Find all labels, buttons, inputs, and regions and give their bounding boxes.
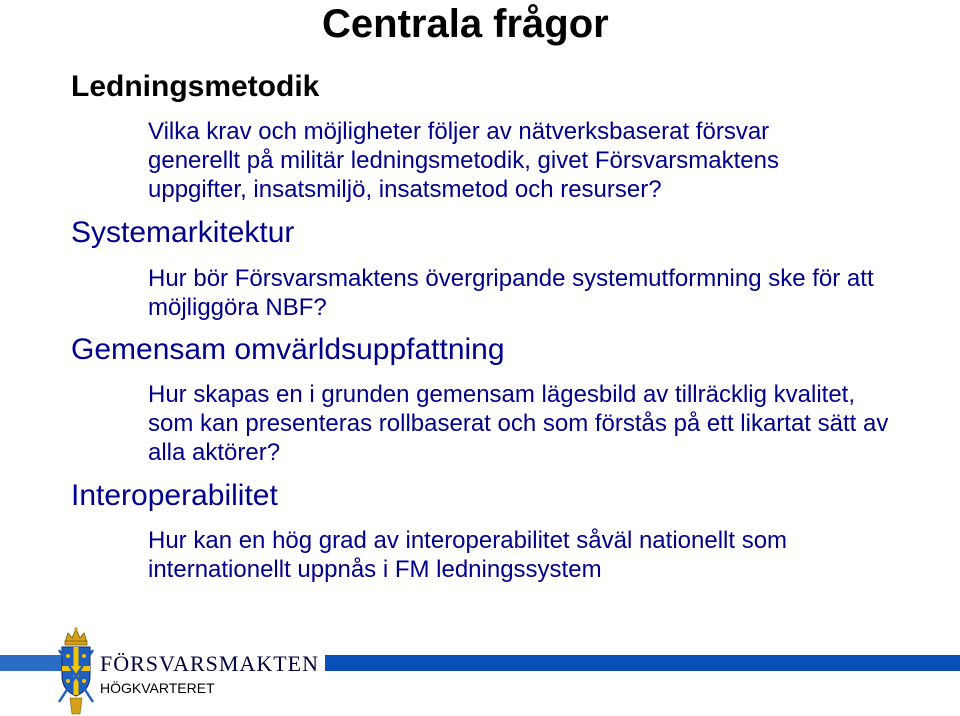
- body-line: uppgifter, insatsmiljö, insatsmetod och resurser?: [148, 176, 662, 203]
- swedish-armed-forces-crest-icon: [56, 626, 96, 716]
- body-line: Vilka krav och möjligheter följer av nätverksbaserat försvar: [148, 118, 770, 145]
- body-gemensam-omvarldsuppfattning: [148, 380, 888, 467]
- heading-ledningsmetodik: Ledningsmetodik: [71, 70, 320, 103]
- body-line: möjliggöra NBF?: [148, 294, 327, 321]
- heading-gemensam-omvarldsuppfattning: Gemensam omvärldsuppfattning: [71, 333, 505, 366]
- slide-title: Centrala frågor: [322, 2, 609, 46]
- body-line: Hur bör Försvarsmaktens övergripande systemutformning ske för att: [148, 265, 874, 292]
- body-line: generellt på militär ledningsmetodik, givet Försvarsmaktens: [148, 147, 779, 174]
- body-systemarkitektur: [148, 264, 874, 322]
- body-interoperabilitet: [148, 526, 787, 584]
- footer-subtitle: HÖGKVARTERET: [100, 680, 215, 696]
- footer-band-right: [310, 655, 960, 671]
- footer-brand: FÖRSVARSMAKTEN: [98, 654, 325, 674]
- body-line: internationellt uppnås i FM ledningssystem: [148, 556, 602, 583]
- body-ledningsmetodik: [148, 117, 779, 204]
- body-line: Hur kan en hög grad av interoperabilitet såväl nationellt som: [148, 527, 788, 554]
- heading-systemarkitektur: Systemarkitektur: [71, 216, 295, 249]
- body-line: som kan presenteras rollbaserat och som förstås på ett likartat sätt av: [148, 410, 889, 437]
- body-line: alla aktörer?: [148, 439, 281, 466]
- heading-interoperabilitet: Interoperabilitet: [71, 479, 278, 512]
- body-line: Hur skapas en i grunden gemensam lägesbild av tillräcklig kvalitet,: [148, 381, 856, 408]
